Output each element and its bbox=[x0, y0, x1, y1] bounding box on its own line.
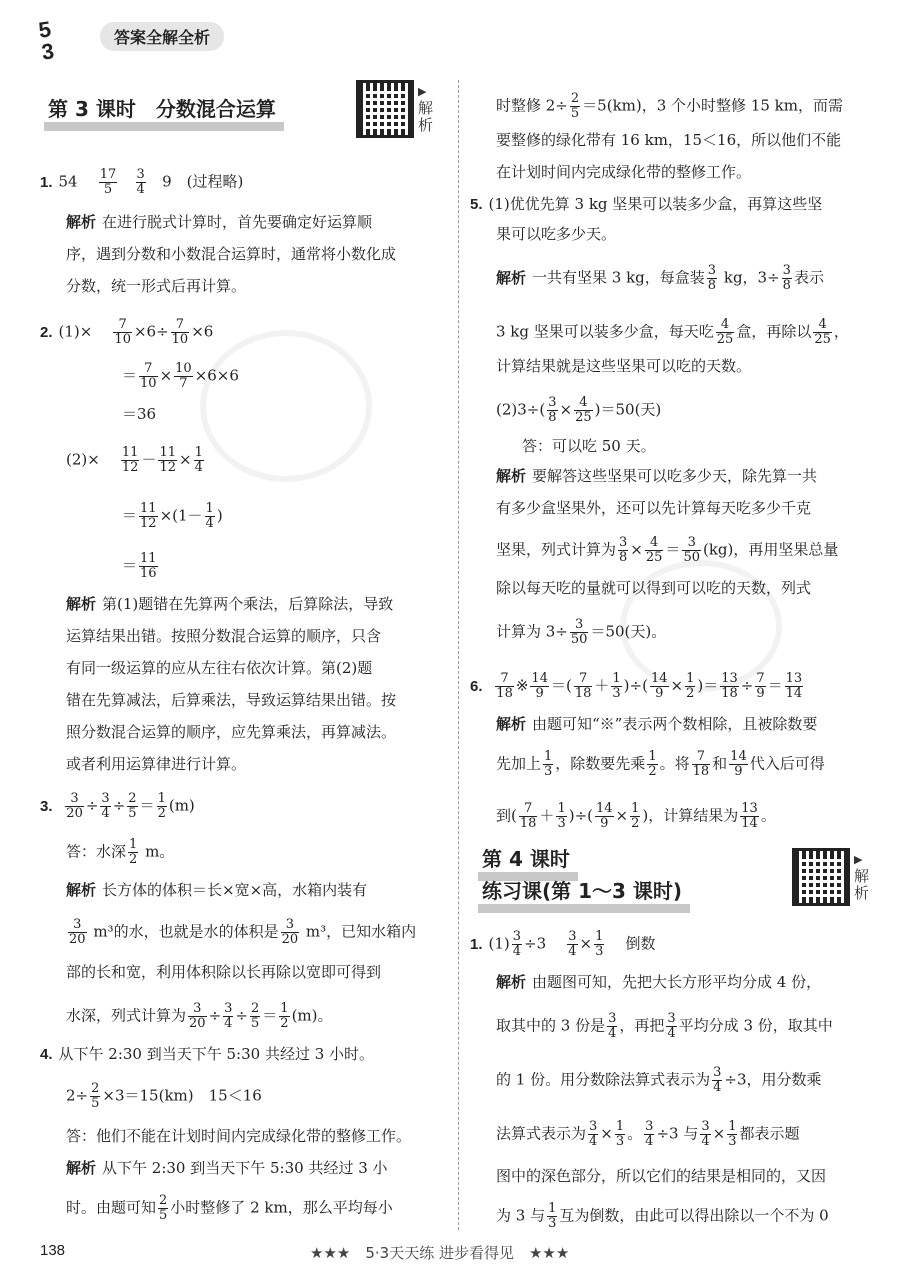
q6-answer: 6. $\frac{7}{18}$ ※ $\frac{14}{9}$ ＝( $\frac{7}{18}$ ＋ $\frac{1}{3}$ )÷( $\frac{14}{9}$ × $\frac{1}{2}$ )＝ $\frac{13}{18}$ ÷ $\frac{7}{9}$ ＝ $\frac{13}{14}$ bbox=[470, 671, 803, 701]
q2-line4: (2)× $\frac{11}{12}$ － $\frac{11}{12}$ × $\frac{1}{4}$ bbox=[66, 445, 203, 475]
q2-analysis-4: 错在先算减法，后算乘法，导致运算结果出错。按 bbox=[66, 691, 397, 709]
q5-analysis2-5: 计算为 3÷ $\frac{3}{50}$ ＝50(天)。 bbox=[496, 617, 667, 647]
r1-analysis-2: 取其中的 3 份是 $\frac{3}{4}$ ，再把 $\frac{3}{4}$ 平均分成 3 份，取其中 bbox=[496, 1011, 833, 1041]
section-title-lesson3: 第 3 课时 分数混合运算 bbox=[44, 96, 284, 131]
r1-analysis-5: 图中的深色部分，所以它们的结果是相同的，又因 bbox=[496, 1167, 827, 1185]
q3-analysis-4: 水深，列式计算为 $\frac{3}{20}$ ÷ $\frac{3}{4}$ ÷ $\frac{2}{5}$ ＝ $\frac{1}{2}$ (m)。 bbox=[66, 1001, 333, 1031]
qr-code-icon[interactable] bbox=[792, 848, 850, 906]
q4-line1: 4. 从下午 2:30 到当天下午 5:30 共经过 3 小时。 bbox=[40, 1045, 375, 1063]
page-number: 138 bbox=[40, 1242, 66, 1259]
q5-analysis1-3: 计算结果就是这些坚果可以吃的天数。 bbox=[496, 357, 752, 375]
r1-analysis-3: 的 1 份。用分数除法算式表示为 $\frac{3}{4}$ ÷3，用分数乘 bbox=[496, 1065, 822, 1095]
q4-conclusion: 答：他们不能在计划时间内完成绿化带的整修工作。 bbox=[66, 1127, 412, 1145]
play-icon: ▶ bbox=[418, 85, 427, 98]
q3-analysis-1: 解析 长方体的体积＝长×宽×高，水箱内装有 bbox=[66, 881, 368, 899]
q5-analysis2-2: 有多少盒坚果外，还可以先计算每天吃多少千克 bbox=[496, 499, 812, 517]
q2-line3: ＝36 bbox=[122, 405, 157, 423]
r1-analysis-1: 解析 由题图可知，先把大长方形平均分成 4 份， bbox=[496, 973, 822, 991]
q4-cont-2: 要整修的绿化带有 16 km，15＜16，所以他们不能 bbox=[496, 131, 842, 149]
section-title-lesson4: 第 4 课时 bbox=[478, 846, 578, 881]
q2-analysis-6: 或者利用运算律进行计算。 bbox=[66, 755, 247, 773]
play-icon: ▶ bbox=[854, 853, 863, 866]
watermark-stamp bbox=[200, 330, 372, 482]
q5-analysis2-3: 坚果，列式计算为 $\frac{3}{8}$ × $\frac{4}{25}$ ＝ $\frac{3}{50}$ (kg)，再用坚果总量 bbox=[496, 535, 839, 565]
qr-label: ▶ 解析 bbox=[418, 85, 434, 134]
r1-analysis-6: 为 3 与 $\frac{1}{3}$ 互为倒数，由此可以得出除以一个不为 0 bbox=[496, 1201, 829, 1231]
q4-analysis-2: 时。由题可知 $\frac{2}{5}$ 小时整修了 2 km，那么平均每小 bbox=[66, 1193, 393, 1223]
q5-analysis2-1: 解析 要解答这些坚果可以吃多少天，除先算一共 bbox=[496, 467, 818, 485]
q2-line6: ＝ $\frac{11}{16}$ bbox=[122, 551, 157, 581]
footer-slogan: ★★★ 5·3天天练 进步看得见 ★★★ bbox=[310, 1244, 570, 1262]
q5-analysis1-1: 解析 一共有坚果 3 kg，每盒装 $\frac{3}{8}$ kg，3÷ $\frac{3}{8}$ 表示 bbox=[496, 263, 824, 293]
q3-conclusion: 答：水深 $\frac{1}{2}$ m。 bbox=[66, 837, 175, 867]
q2-line1: 2. (1)× $\frac{7}{10}$ ×6÷ $\frac{7}{10}$ ×6 bbox=[40, 317, 214, 347]
q1-analysis-1: 解析 在进行脱式计算时，首先要确定好运算顺 bbox=[66, 213, 373, 231]
q1-analysis-3: 分数，统一形式后再计算。 bbox=[66, 277, 247, 295]
section-title-practice: 练习课(第 1～3 课时) bbox=[478, 878, 690, 913]
q3-analysis-2: $\frac{3}{20}$ m³的水，也就是水的体积是 $\frac{3}{20}$ m³，已知水箱内 bbox=[69, 917, 417, 947]
q6-analysis-1: 解析 由题可知“※”表示两个数相除，且被除数要 bbox=[496, 715, 818, 733]
q4-cont-1: 时整修 2÷ $\frac{2}{5}$ ＝5(km)，3 个小时整修 15 km，而需 bbox=[496, 91, 843, 121]
q5-line1: 5. (1)优优先算 3 kg 坚果可以装多少盒，再算这些坚 bbox=[470, 195, 823, 213]
header-badge: 答案全解全析 bbox=[100, 22, 224, 51]
q3-analysis-3: 部的长和宽，利用体积除以长再除以宽即可得到 bbox=[66, 963, 382, 981]
r1-answer: 1. (1) $\frac{3}{4}$ ÷3 $\frac{3}{4}$ × $\frac{1}{3}$ 倒数 bbox=[470, 929, 656, 959]
q4-cont-3: 在计划时间内完成绿化带的整修工作。 bbox=[496, 163, 752, 181]
brand-logo: 5 3 bbox=[36, 16, 56, 65]
qr-label: ▶ 解析 bbox=[854, 853, 870, 902]
q1-analysis-2: 序，遇到分数和小数混合运算时，通常将小数化成 bbox=[66, 245, 397, 263]
q4-line2: 2÷ $\frac{2}{5}$ ×3＝15(km) 15＜16 bbox=[66, 1081, 262, 1111]
q2-analysis-3: 有同一级运算的应从左往右依次计算。第(2)题 bbox=[66, 659, 373, 677]
q5-analysis2-4: 除以每天吃的量就可以得到可以吃的天数，列式 bbox=[496, 579, 812, 597]
q3-answer: 3. $\frac{3}{20}$ ÷ $\frac{3}{4}$ ÷ $\frac{2}{5}$ ＝ $\frac{1}{2}$ (m) bbox=[40, 791, 195, 821]
q5-analysis1-2: 3 kg 坚果可以装多少盒，每天吃 $\frac{4}{25}$ 盒，再除以 $\frac{4}{25}$ ， bbox=[496, 317, 849, 347]
q6-analysis-3: 到( $\frac{7}{18}$ ＋ $\frac{1}{3}$ )÷( $\frac{14}{9}$ × $\frac{1}{2}$ )，计算结果为 $\frac{13}{14}$ 。 bbox=[496, 801, 776, 831]
q5-part2: (2)3÷( $\frac{3}{8}$ × $\frac{4}{25}$ )＝50(天) bbox=[496, 395, 662, 425]
q6-analysis-2: 先加上 $\frac{1}{3}$ ，除数要先乘 $\frac{1}{2}$ 。将 $\frac{7}{18}$ 和 $\frac{14}{9}$ 代入后可得 bbox=[496, 749, 825, 779]
q2-line2: ＝ $\frac{7}{10}$ × $\frac{10}{7}$ ×6×6 bbox=[122, 361, 239, 391]
qr-code-icon[interactable] bbox=[356, 80, 414, 138]
q2-line5: ＝ $\frac{11}{12}$ ×(1－ $\frac{1}{4}$ ) bbox=[122, 501, 223, 531]
q4-analysis-1: 解析 从下午 2:30 到当天下午 5:30 共经过 3 小 bbox=[66, 1159, 388, 1177]
column-divider bbox=[458, 80, 459, 1230]
q5-line2: 果可以吃多少天。 bbox=[496, 225, 617, 243]
q1-answer: 1. 54 $\frac{17}{5}$ $\frac{3}{4}$ 9 (过程略) bbox=[40, 167, 244, 197]
q2-analysis-2: 运算结果出错。按照分数混合运算的顺序，只含 bbox=[66, 627, 382, 645]
q2-analysis-5: 照分数混合运算的顺序，应先算乘法，再算减法。 bbox=[66, 723, 397, 741]
r1-analysis-4: 法算式表示为 $\frac{3}{4}$ × $\frac{1}{3}$ 。 $\frac{3}{4}$ ÷3 与 $\frac{3}{4}$ × $\frac{1}{3}$ 都表示题 bbox=[496, 1119, 800, 1149]
q5-conclusion: 答：可以吃 50 天。 bbox=[522, 437, 656, 455]
q2-analysis-1: 解析 第(1)题错在先算两个乘法，后算除法，导致 bbox=[66, 595, 394, 613]
